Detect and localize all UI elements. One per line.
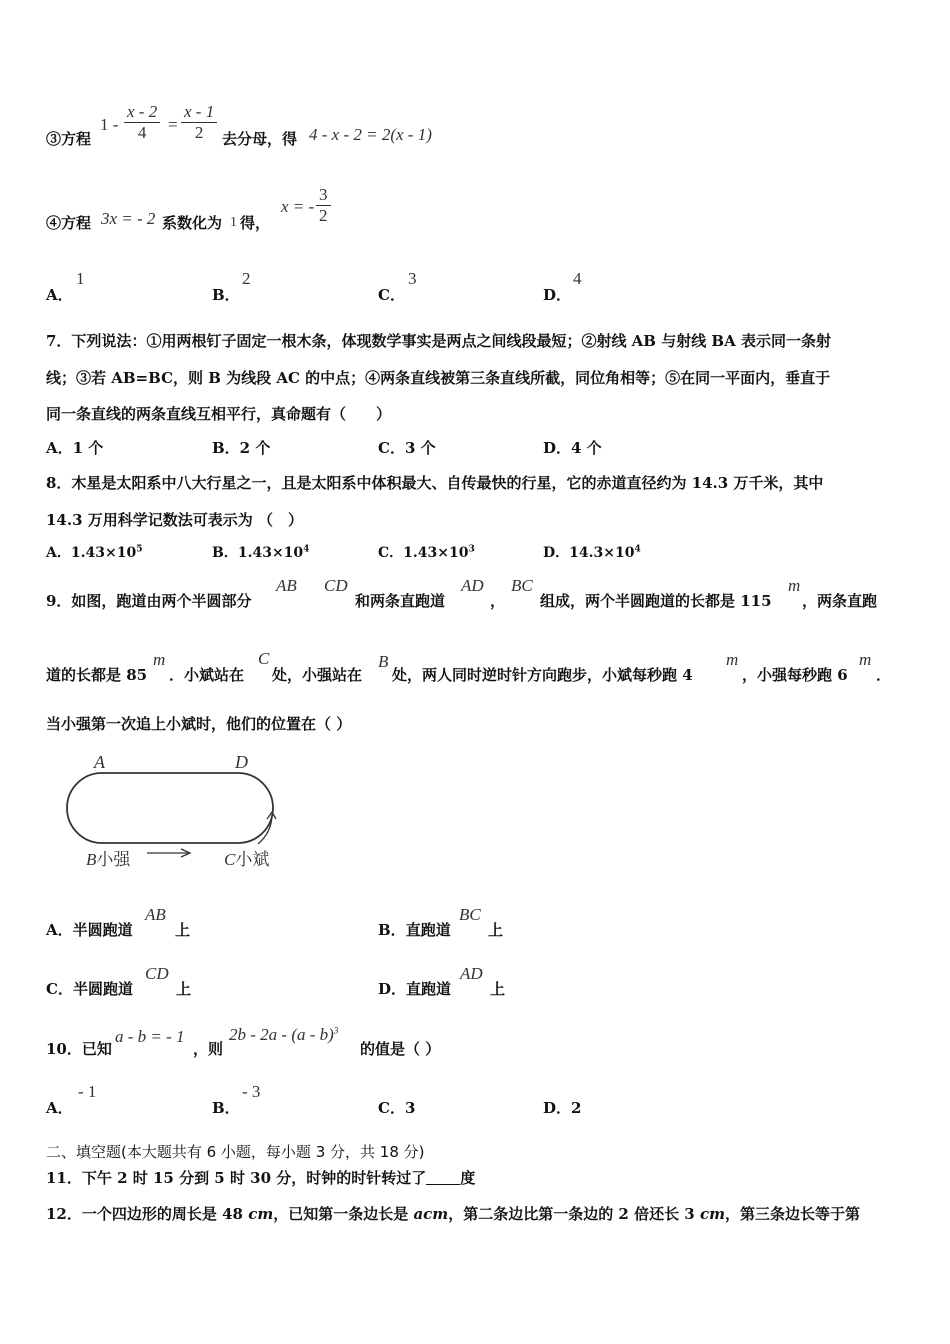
option-letter: B． <box>378 921 406 939</box>
q6-option-d[interactable] <box>543 284 571 305</box>
option-letter: A． <box>46 545 71 561</box>
q7-line1: 7．下列说法：①用两根钉子固定一根木条，体现数学事实是两点之间线段最短；②射线 AB 与射线 BA 表示同一条射 <box>46 332 831 350</box>
item3-result: 4 - x - 2 = 2(x - 1) <box>309 125 432 144</box>
fraction-numerator: 3 <box>316 185 331 206</box>
option-letter: B． <box>212 286 240 304</box>
q9-track-figure <box>62 752 302 872</box>
item3-text: 去分母，得 <box>222 130 298 148</box>
option-letter: D． <box>543 286 572 304</box>
item3-equals: = <box>168 115 178 134</box>
q11-suffix: 度 <box>460 1169 476 1187</box>
q12-part-d: ，第三条边长等于第 <box>724 1205 860 1223</box>
q7-option-d[interactable]: D．4 个 <box>543 439 602 457</box>
q9-comma: ， <box>490 592 506 610</box>
q9-option-b-seg: BC <box>459 905 481 924</box>
option-exponent: 4 <box>634 544 641 555</box>
option-exponent: 3 <box>468 544 475 555</box>
q11-answer-blank[interactable] <box>426 1170 460 1185</box>
q9-line1-d: ，两条直跑 <box>802 592 878 610</box>
runner-name: 小斌 <box>235 850 270 870</box>
option-base: 14.3×10 <box>569 545 635 561</box>
q10-option-b-value: - 3 <box>242 1082 261 1101</box>
q9-option-c-seg: CD <box>145 964 169 983</box>
q9-seg-bc: BC <box>511 576 533 595</box>
item3-fraction-2 <box>181 102 217 143</box>
q10-option-d[interactable]: D．2 <box>543 1099 582 1117</box>
q6-option-a-value: 1 <box>76 269 85 288</box>
track-label-d: D <box>235 752 248 772</box>
q8-line1: 8．木星是太阳系中八大行星之一，且是太阳系中体积最大、自传最快的行星，它的赤道直径约为 14.3 万千米，其中 <box>46 474 824 492</box>
track-label-c <box>224 845 269 870</box>
q6-option-d-value: 4 <box>573 269 582 288</box>
q6-option-c[interactable] <box>378 284 405 305</box>
fraction-denominator: 4 <box>137 123 147 142</box>
q8-option-b[interactable] <box>212 542 309 562</box>
option-letter: A． <box>46 286 73 304</box>
q9-option-c-post: 上 <box>176 980 192 998</box>
q9-line2-a: 道的长都是 85 <box>46 666 148 684</box>
option-text: 直跑道 <box>406 980 452 998</box>
point-letter: C <box>224 850 236 869</box>
q7-option-a[interactable]: A．1 个 <box>46 439 104 457</box>
q12-unit-cm: cm <box>248 1205 274 1223</box>
item3-lhs-one: 1 - <box>100 115 119 134</box>
q10-suffix: 的值是（ ） <box>360 1040 441 1058</box>
fraction-numerator: x - 2 <box>124 102 160 123</box>
q9-unit-m: m <box>153 650 166 669</box>
q9-line2-d: 处，两人同时逆时针方向跑步，小斌每秒跑 4 <box>392 666 693 684</box>
item4-equation: 3x = - 2 <box>101 209 156 228</box>
q7-line2: 线；③若 AB=BC，则 B 为线段 AC 的中点；④两条直线被第三条直线所截，同位角相等；⑤在同一平面内，垂直于 <box>46 369 831 387</box>
runner-name: 小强 <box>96 850 131 870</box>
q6-option-c-value: 3 <box>408 269 417 288</box>
q8-option-d[interactable] <box>543 542 641 562</box>
q12-acm: acm <box>413 1205 449 1223</box>
q9-option-a-seg: AB <box>145 905 166 924</box>
q9-option-a[interactable] <box>46 919 133 940</box>
point-letter: B <box>86 850 97 869</box>
q12-part-c: ，第二条边比第一条边的 2 倍还长 3 <box>448 1205 700 1223</box>
option-letter: A． <box>46 921 73 939</box>
option-letter: D． <box>378 980 407 998</box>
q11-question: 11．下午 2 时 15 分到 5 时 30 分，时钟的时针转过了 <box>46 1169 427 1187</box>
option-text: 半圆跑道 <box>72 980 133 998</box>
q11-text <box>46 1167 475 1188</box>
q9-line3: 当小强第一次追上小斌时，他们的位置在（ ） <box>46 715 352 733</box>
option-letter: C． <box>378 545 404 561</box>
option-text: 半圆跑道 <box>72 921 133 939</box>
q10-option-a-value: - 1 <box>78 1082 97 1101</box>
q9-option-a-post: 上 <box>175 921 191 939</box>
fraction-denominator: 2 <box>194 123 204 142</box>
q10-option-a[interactable]: A． <box>46 1099 73 1117</box>
fraction-numerator: x - 1 <box>181 102 217 123</box>
q6-option-a[interactable] <box>46 284 73 305</box>
item4-text1: 系数化为 <box>162 214 223 232</box>
q12-text <box>46 1203 860 1224</box>
q9-unit-m: m <box>788 576 801 595</box>
q9-line2-c: 处，小强站在 <box>272 666 363 684</box>
q10-option-c[interactable]: C．3 <box>378 1099 416 1117</box>
q10-option-b[interactable]: B． <box>212 1099 240 1117</box>
q9-line1-c: 组成，两个半圆跑道的长都是 115 <box>540 592 772 610</box>
q9-unit-m: m <box>726 650 739 669</box>
q10-mid: ，则 <box>193 1040 224 1058</box>
option-exponent: 4 <box>303 544 310 555</box>
q10-condition: a - b = - 1 <box>115 1027 185 1046</box>
q8-line2: 14.3 万用科学记数法可表示为 （ ） <box>46 511 303 529</box>
q12-part-a: 12．一个四边形的周长是 48 <box>46 1205 249 1223</box>
q9-point-c: C <box>258 649 270 668</box>
expression-exponent: 3 <box>333 1025 339 1036</box>
q9-option-b[interactable] <box>378 919 451 940</box>
q9-unit-m: m <box>859 650 872 669</box>
item4-result-lhs: x = - <box>281 197 315 216</box>
q7-option-c[interactable]: C．3 个 <box>378 439 436 457</box>
q9-line1-a: 9．如图，跑道由两个半圆部分 <box>46 592 252 610</box>
q9-option-d-seg: AD <box>460 964 483 983</box>
option-letter: D． <box>543 545 570 561</box>
item4-text2: 得， <box>240 214 271 232</box>
track-outline <box>67 773 273 843</box>
q9-line2-f: ． <box>876 666 892 684</box>
q10-expression <box>229 1025 338 1045</box>
q9-option-d-post: 上 <box>490 980 506 998</box>
item4-fraction <box>316 185 331 226</box>
q9-point-b: B <box>378 652 389 671</box>
q9-option-b-post: 上 <box>488 921 504 939</box>
q9-seg-ad: AD <box>461 576 484 595</box>
option-base: 1.43×10 <box>403 545 469 561</box>
option-base: 1.43×10 <box>70 545 137 561</box>
item4-one: 1 <box>230 215 237 230</box>
fraction-denominator: 2 <box>319 206 328 225</box>
q10-prefix: 10．已知 <box>46 1040 112 1058</box>
q8-option-a[interactable] <box>46 542 142 562</box>
q7-line3: 同一条直线的两条直线互相平行，真命题有（ ） <box>46 405 392 423</box>
option-exponent: 5 <box>136 544 143 555</box>
q9-line1-b: 和两条直跑道 <box>355 592 446 610</box>
q9-option-d[interactable] <box>378 978 451 999</box>
option-text: 直跑道 <box>405 921 451 939</box>
q7-option-b[interactable]: B．2 个 <box>212 439 271 457</box>
q9-line2-e: ，小强每秒跑 6 <box>742 666 848 684</box>
q9-line2-b: ．小斌站在 <box>169 666 245 684</box>
item4-marker: ④方程 <box>46 214 92 232</box>
track-label-a: A <box>94 752 105 772</box>
q12-unit-cm: cm <box>699 1205 725 1223</box>
q12-part-b: ，已知第一条边长是 <box>273 1205 414 1223</box>
option-letter: B． <box>212 545 238 561</box>
option-base: 1.43×10 <box>237 545 304 561</box>
expression-text: 2b - 2a - (a - b) <box>229 1025 334 1044</box>
q9-seg-cd: CD <box>324 576 348 595</box>
q6-option-b-value: 2 <box>242 269 251 288</box>
track-label-b <box>86 845 130 870</box>
item3-marker: ③方程 <box>46 130 92 148</box>
option-letter: C． <box>378 286 405 304</box>
q6-option-b[interactable] <box>212 284 240 305</box>
item3-fraction-1 <box>124 102 160 143</box>
option-letter: C． <box>46 980 73 998</box>
q9-seg-ab: AB <box>276 576 297 595</box>
section2-heading: 二、填空题(本大题共有 6 小题，每小题 3 分，共 18 分) <box>46 1143 425 1161</box>
q9-option-c[interactable] <box>46 978 133 999</box>
q8-option-c[interactable] <box>378 542 475 562</box>
